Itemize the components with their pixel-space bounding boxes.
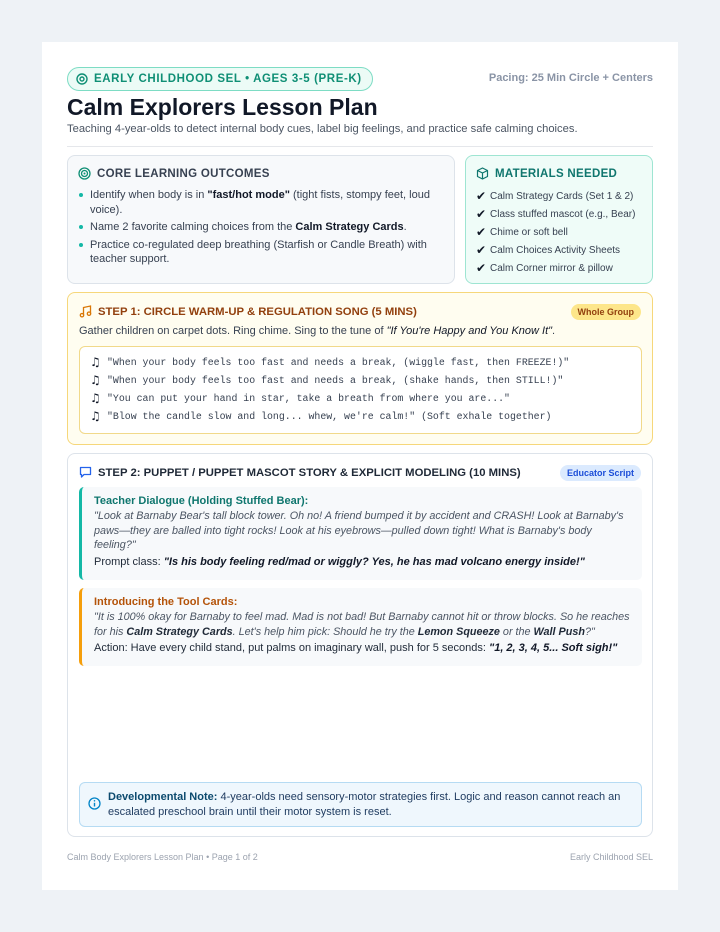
song-lyrics-box bbox=[79, 346, 642, 434]
audience-badge bbox=[67, 67, 373, 91]
outcomes-title-label: CORE LEARNING OUTCOMES bbox=[97, 167, 270, 180]
lyric-line: ♫ "When your body feels too fast and needs a break, (shake hands, then STILL!)" bbox=[90, 373, 564, 387]
material-item: ✔ Calm Strategy Cards (Set 1 & 2) bbox=[476, 189, 634, 203]
footer-right: Early Childhood SEL bbox=[569, 852, 653, 862]
box-icon bbox=[476, 167, 489, 180]
lyric-line: ♫ "You can put your hand in star, take a breath from where you are..." bbox=[90, 391, 510, 405]
pacing-label: Pacing: 25 Min Circle + Centers bbox=[488, 72, 653, 84]
outcome-item: Identify when body is in "fast/hot mode" (tight fists, stompy feet, loud voice). bbox=[79, 188, 439, 217]
page-title: Calm Explorers Lesson Plan bbox=[67, 94, 378, 120]
material-item: ✔ Calm Choices Activity Sheets bbox=[476, 243, 621, 257]
developmental-note bbox=[79, 782, 642, 827]
dialogue-quote: "Look at Barnaby Bear's tall block tower. Oh no! A friend bumped it by accident and CRASH! Look at Barnaby's paws—they are balled into tight rocks! Look at his eyebrows—pulled down tight! What is Barnaby's body feeling?" bbox=[94, 510, 624, 551]
header-divider bbox=[67, 146, 653, 147]
outcomes-card bbox=[67, 155, 455, 284]
group-tag: Whole Group bbox=[571, 304, 642, 320]
step2-title-label: STEP 2: PUPPET / PUPPET MASCOT STORY & EXPLICIT MODELING (10 MINS) bbox=[98, 466, 521, 479]
music-note-icon: ♫ bbox=[90, 409, 101, 423]
action-line: Action: Have every child stand, put palms on imaginary wall, push for 5 seconds: "1, 2, 3, 4, 5... Soft sigh!" bbox=[94, 642, 618, 654]
music-note-icon: ♫ bbox=[90, 391, 101, 405]
tool-cards-heading: Introducing the Tool Cards: bbox=[94, 596, 238, 608]
outcome-item: Practice co-regulated deep breathing (Starfish or Candle Breath) with teacher support. bbox=[79, 238, 439, 267]
tool-cards-quote: "It is 100% okay for Barnaby to feel mad. Mad is not bad! But Barnaby cannot hit or throw blocks. So he reaches for his Calm Strategy Cards. Let's help him pick: Should he try the Lemon Squeeze or the Wall Push?" bbox=[94, 611, 630, 638]
step1-title bbox=[79, 305, 417, 318]
material-item: ✔ Chime or soft bell bbox=[476, 225, 568, 239]
music-note-icon: ♫ bbox=[90, 373, 101, 387]
step1-card bbox=[67, 292, 653, 445]
header-row bbox=[67, 67, 653, 91]
outcomes-title bbox=[78, 167, 270, 180]
materials-card bbox=[465, 155, 653, 284]
materials-list bbox=[476, 187, 648, 277]
step1-intro: Gather children on carpet dots. Ring chime. Sing to the tune of "If You're Happy and You Know It". bbox=[79, 325, 556, 337]
check-icon: ✔ bbox=[476, 225, 487, 239]
target-icon bbox=[78, 167, 91, 180]
developmental-note-text: 4-year-olds need sensory-motor strategies first. Logic and reason cannot reach an escalated preschool brain until their motor system is reset. bbox=[108, 791, 621, 818]
speech-bubble-icon bbox=[79, 466, 92, 479]
lyric-line: ♫ "Blow the candle slow and long... whew, we're calm!" (Soft exhale together) bbox=[90, 409, 552, 423]
check-icon: ✔ bbox=[476, 207, 487, 221]
prompt-line: Prompt class: "Is his body feeling red/mad or wiggly? Yes, he has mad volcano energy inside!" bbox=[94, 555, 585, 568]
lesson-plan-page bbox=[42, 42, 678, 890]
page-subtitle: Teaching 4-year-olds to detect internal body cues, label big feelings, and practice safe calming choices. bbox=[67, 123, 578, 135]
script-tag: Educator Script bbox=[560, 465, 641, 481]
teacher-dialogue-block bbox=[79, 487, 642, 580]
tool-cards-block bbox=[79, 588, 642, 666]
footer-left: Calm Body Explorers Lesson Plan • Page 1 of 2 bbox=[67, 852, 258, 862]
dialogue-heading: Teacher Dialogue (Holding Stuffed Bear): bbox=[94, 495, 309, 507]
outcomes-list bbox=[79, 188, 439, 270]
step1-title-label: STEP 1: CIRCLE WARM-UP & REGULATION SONG (5 MINS) bbox=[98, 305, 417, 318]
outcome-item: Name 2 favorite calming choices from the Calm Strategy Cards. bbox=[79, 220, 439, 235]
music-icon bbox=[79, 305, 92, 318]
check-icon: ✔ bbox=[476, 189, 487, 203]
audience-badge-label: EARLY CHILDHOOD SEL • AGES 3-5 (PRE-K) bbox=[94, 73, 362, 85]
check-icon: ✔ bbox=[476, 261, 487, 275]
material-item: ✔ Class stuffed mascot (e.g., Bear) bbox=[476, 207, 636, 221]
info-icon bbox=[88, 797, 101, 810]
material-item: ✔ Calm Corner mirror & pillow bbox=[476, 261, 613, 275]
developmental-note-label: Developmental Note: bbox=[108, 791, 218, 803]
lyric-line: ♫ "When your body feels too fast and needs a break, (wiggle fast, then FREEZE!)" bbox=[90, 355, 570, 369]
target-icon bbox=[76, 73, 88, 85]
music-note-icon: ♫ bbox=[90, 355, 101, 369]
step2-card bbox=[67, 453, 653, 837]
step2-title bbox=[79, 466, 521, 479]
materials-title bbox=[476, 167, 617, 180]
check-icon: ✔ bbox=[476, 243, 487, 257]
materials-title-label: MATERIALS NEEDED bbox=[495, 167, 618, 180]
